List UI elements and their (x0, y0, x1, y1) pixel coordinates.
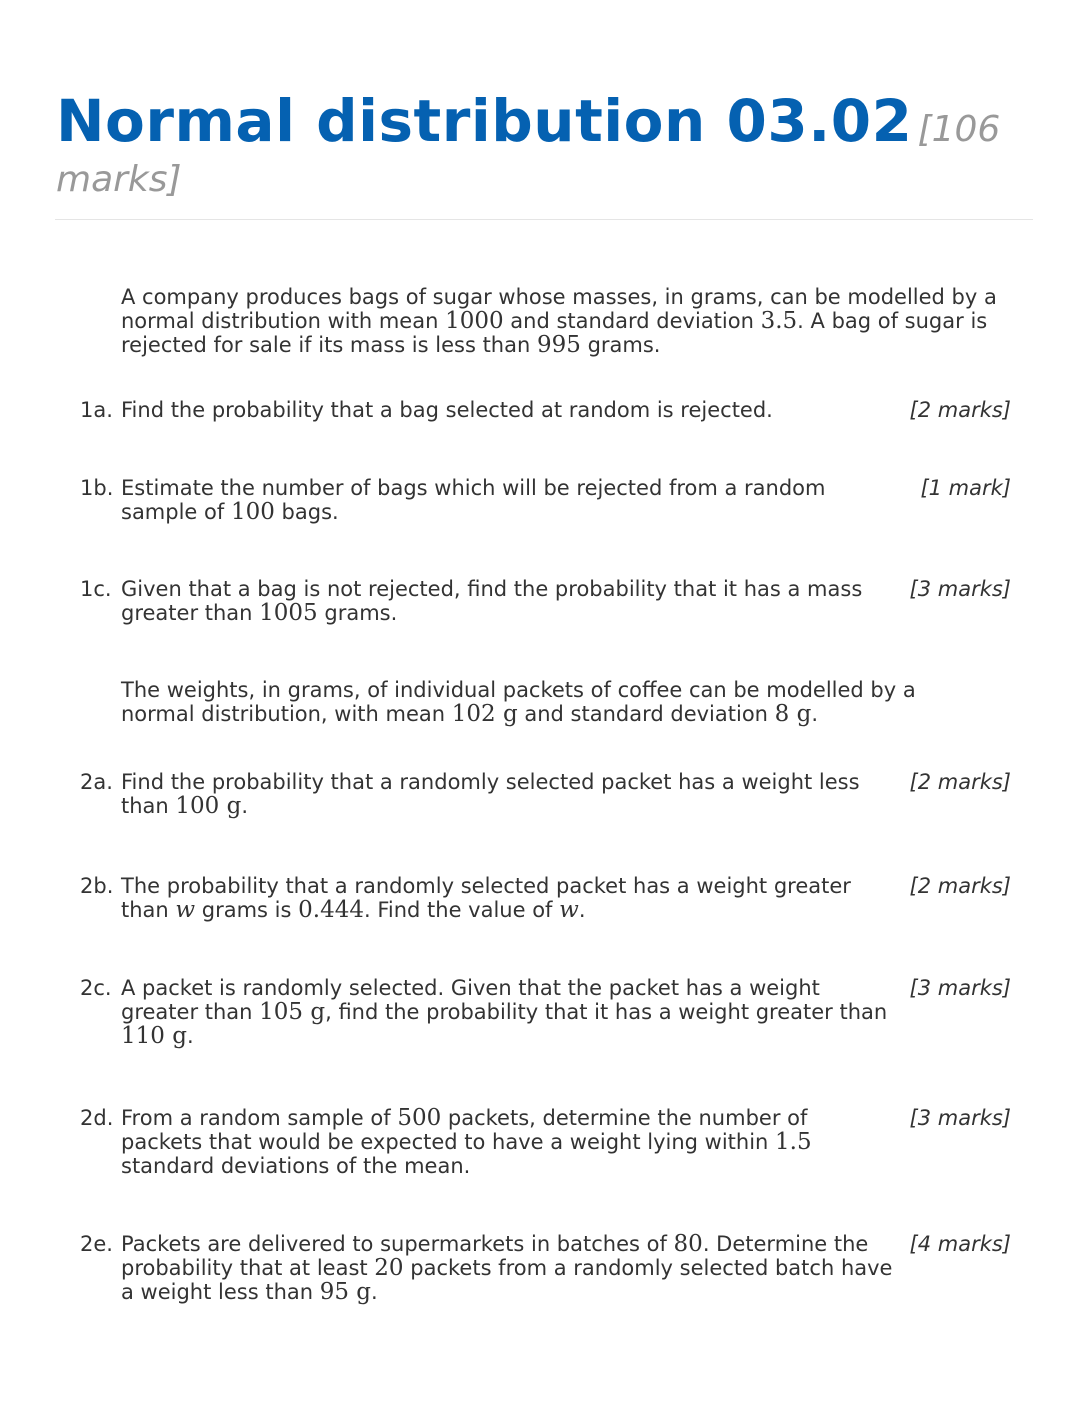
question-number: 1c. (80, 577, 112, 601)
question-number: 2b. (80, 874, 114, 898)
question-number: 2d. (80, 1106, 114, 1130)
question-number: 2a. (80, 770, 113, 794)
question-number: 2e. (80, 1232, 113, 1256)
question-text: Packets are delivered to supermarkets in batches of 80. Determine the probability that at least 20 packets from a randomly selected batch have a weight less than 95 g. (121, 1231, 893, 1305)
question-text: From a random sample of 500 packets, determine the number of packets that would be expected to have a weight lying within 1.5 standard deviations of the mean. (121, 1105, 812, 1178)
question-text: Given that a bag is not rejected, find the probability that it has a mass greater than 1005 grams. (121, 577, 863, 626)
page-title: Normal distribution 03.02 (56, 87, 913, 155)
question-marks: [2 marks] (909, 874, 1011, 898)
intro-coffee-text: The weights, in grams, of individual packets of coffee can be modelled by a normal distribution, with mean 102 g and standard deviation 8 g. (121, 678, 916, 727)
question-number: 1a. (80, 398, 113, 422)
question-text: A packet is randomly selected. Given that the packet has a weight greater than 105 g, find the probability that it has a weight greater than 110 g. (121, 976, 888, 1049)
total-marks: [106 marks] (56, 109, 1001, 200)
question-text: Find the probability that a randomly selected packet has a weight less than 100 g. (121, 770, 860, 819)
question-marks: [2 marks] (909, 398, 1011, 422)
question-number: 2c. (80, 976, 112, 1000)
intro-sugar-text: A company produces bags of sugar whose masses, in grams, can be modelled by a normal distribution with mean 1000 and standard deviation 3.5. A bag of sugar is rejected for sale if its mass is less than 995 grams. (121, 285, 997, 358)
question-marks: [2 marks] (909, 770, 1011, 794)
question-marks: [3 marks] (909, 577, 1011, 601)
question-text: Find the probability that a bag selected at random is rejected. (121, 398, 773, 422)
page-header (56, 88, 1036, 205)
question-marks: [1 mark] (920, 476, 1011, 500)
question-text: The probability that a randomly selected packet has a weight greater than w grams is 0.444. Find the value of w. (121, 874, 851, 923)
question-number: 1b. (80, 476, 114, 500)
question-marks: [3 marks] (909, 976, 1011, 1000)
question-text: Estimate the number of bags which will be rejected from a random sample of 100 bags. (121, 476, 826, 525)
question-marks: [4 marks] (909, 1232, 1011, 1256)
question-marks: [3 marks] (909, 1106, 1011, 1130)
header-divider (55, 219, 1033, 220)
